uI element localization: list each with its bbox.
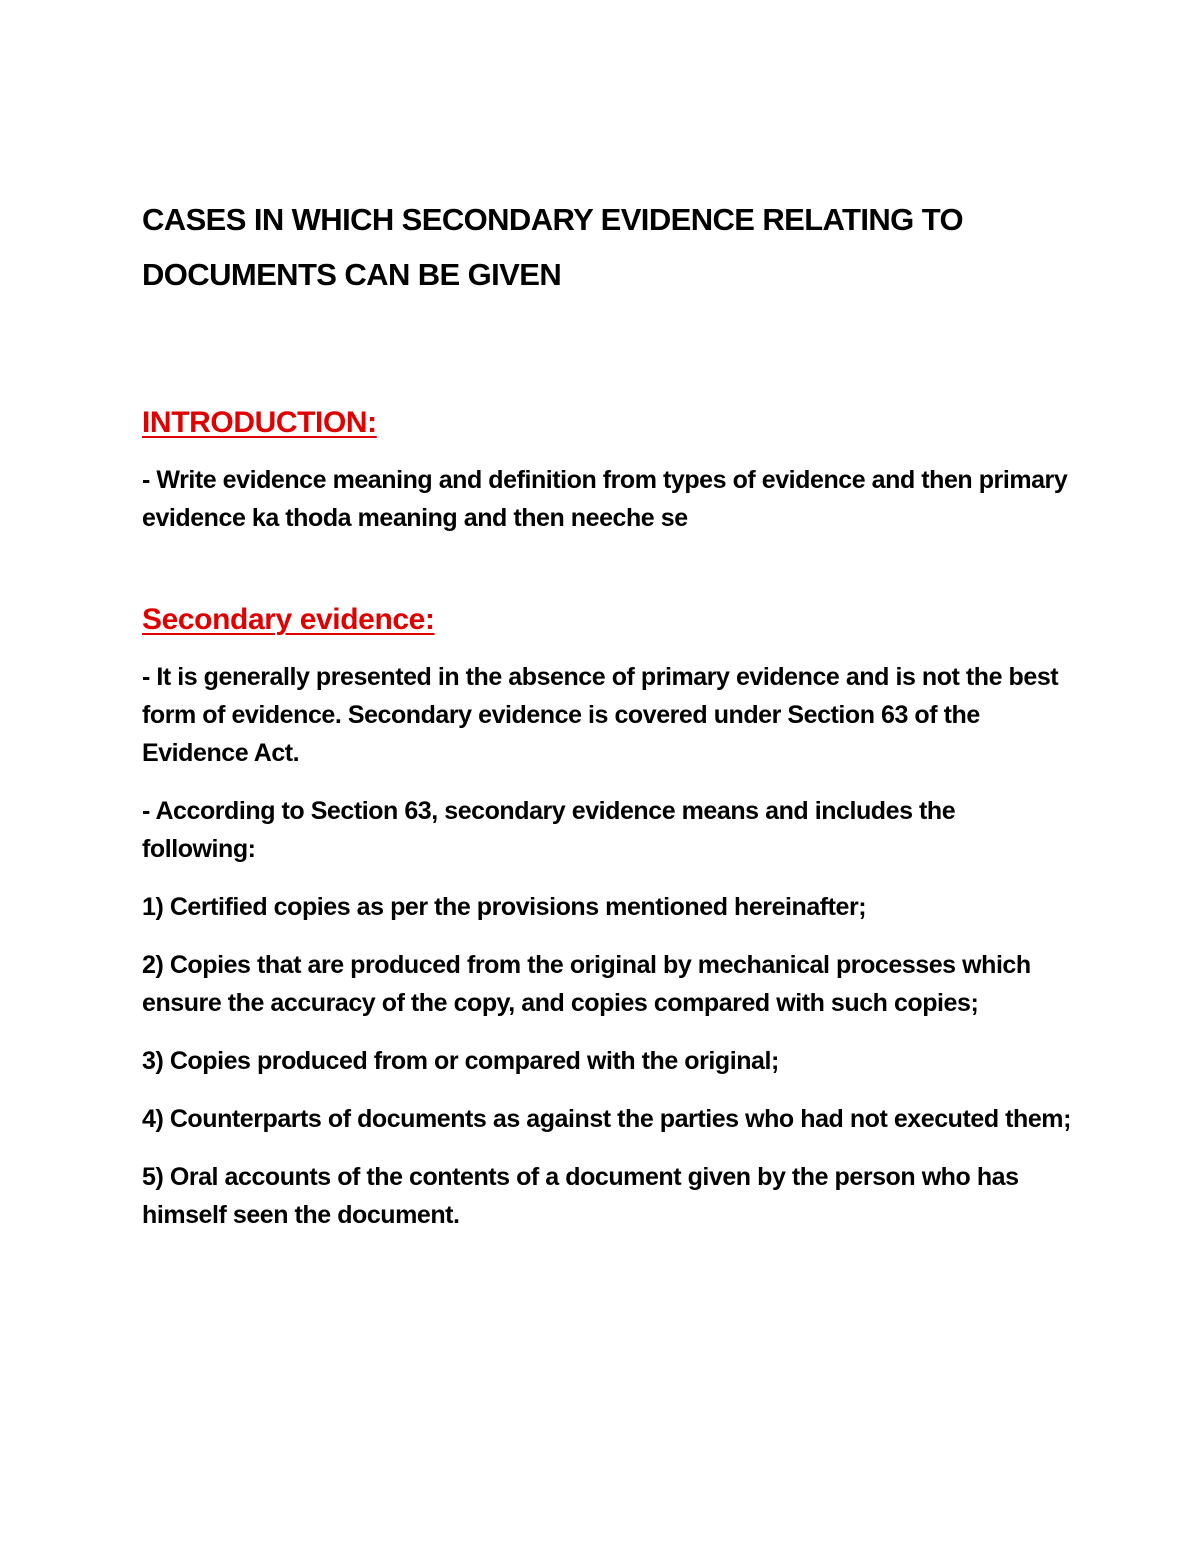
list-item-4: 4) Counterparts of documents as against the parties who had not executed them; (142, 1105, 1071, 1133)
list-item-1: 1) Certified copies as per the provisions mentioned hereinafter; (142, 893, 867, 921)
document-title: CASES IN WHICH SECONDARY EVIDENCE RELATING TO DOCUMENTS CAN BE GIVEN (142, 202, 963, 292)
section-heading-secondary-evidence: Secondary evidence: (142, 603, 435, 636)
intro-paragraph: - Write evidence meaning and definition from types of evidence and then primary evidence ka thoda meaning and then neeche se (142, 466, 1068, 532)
list-item-3: 3) Copies produced from or compared with the original; (142, 1047, 779, 1075)
list-item-5: 5) Oral accounts of the contents of a document given by the person who has himself seen the document. (142, 1163, 1019, 1229)
section-heading-introduction: INTRODUCTION: (142, 406, 377, 439)
list-item-2: 2) Copies that are produced from the original by mechanical processes which ensure the accuracy of the copy, and copies compared with such copies; (142, 951, 1031, 1017)
secondary-paragraph-definition: - It is generally presented in the absence of primary evidence and is not the best form of evidence. Secondary evidence is covered under Section 63 of the Evidence Act. (142, 663, 1059, 767)
document-body (142, 192, 1072, 1234)
secondary-paragraph-section-63: - According to Section 63, secondary evidence means and includes the following: (142, 797, 956, 863)
